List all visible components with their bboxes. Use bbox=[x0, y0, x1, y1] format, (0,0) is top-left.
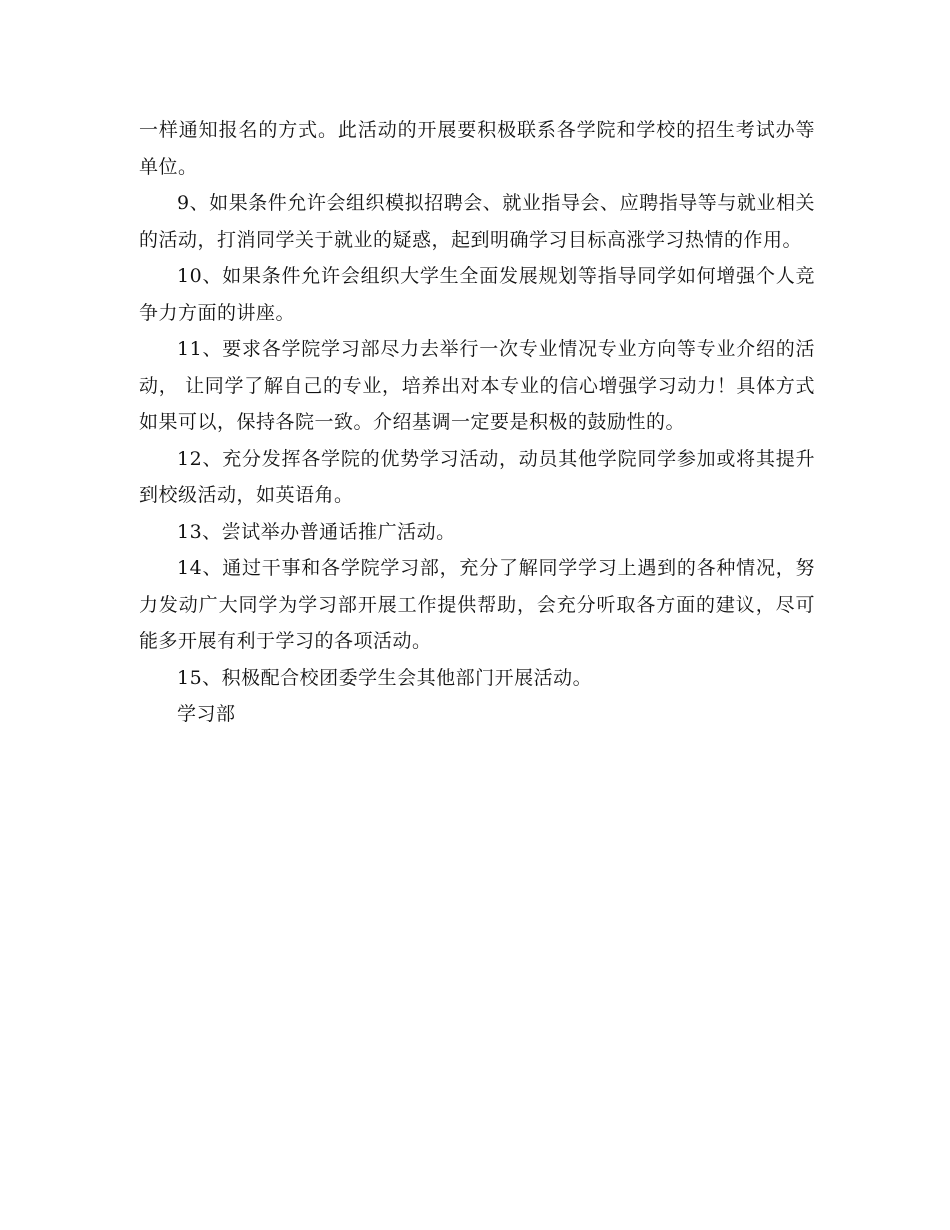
paragraph-item-12: 12、充分发挥各学院的优势学习活动，动员其他学院同学参加或将其提升到校级活动，如英语角。 bbox=[139, 447, 815, 506]
document-body bbox=[139, 112, 815, 733]
paragraph-item-9: 9、如果条件允许会组织模拟招聘会、就业指导会、应聘指导等与就业相关的活动，打消同学关于就业的疑惑，起到明确学习目标高涨学习热情的作用。 bbox=[139, 192, 815, 251]
paragraph-item-15: 15、积极配合校团委学生会其他部门开展活动。 bbox=[177, 666, 593, 689]
paragraph-item-10: 10、如果条件允许会组织大学生全面发展规划等指导同学如何增强个人竞争力方面的讲座。 bbox=[139, 265, 815, 324]
paragraph-continued: 一样通知报名的方式。此活动的开展要积极联系各学院和学校的招生考试办等单位。 bbox=[139, 119, 815, 178]
paragraph-item-11: 11、要求各学院学习部尽力去举行一次专业情况专业方向等专业介绍的活动， 让同学了解自己的专业，培养出对本专业的信心增强学习动力！具体方式如果可以，保持各院一致。介绍基调一定要是积极的鼓励性的。 bbox=[139, 338, 815, 433]
signature-department: 学习部 bbox=[177, 703, 236, 725]
paragraph-item-14: 14、通过干事和各学院学习部，充分了解同学学习上遇到的各种情况，努力发动广大同学为学习部开展工作提供帮助，会充分听取各方面的建议，尽可能多开展有利于学习的各项活动。 bbox=[139, 557, 815, 652]
paragraph-item-13: 13、尝试举办普通话推广活动。 bbox=[177, 520, 456, 543]
